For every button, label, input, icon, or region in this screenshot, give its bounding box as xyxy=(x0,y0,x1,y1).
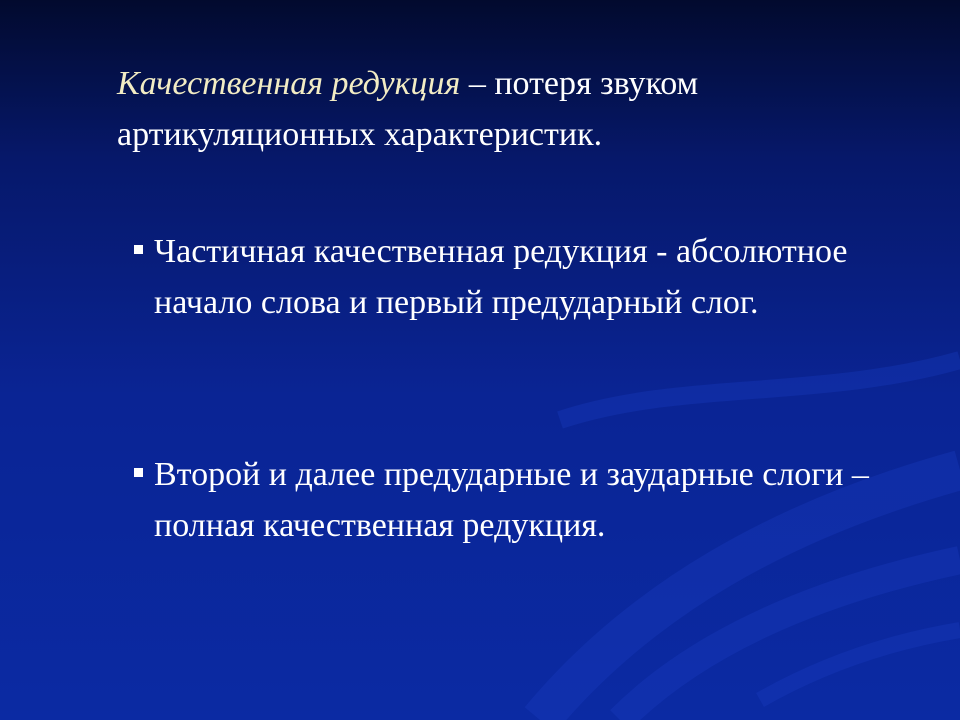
bullet-text: Частичная качественная редукция - абсолютное начало слова и первый предударный слог. xyxy=(154,233,848,321)
definition-text: – потеря звуком артикуляционных характеристик. xyxy=(117,65,699,153)
bullet-text: Второй и далее предударные и заударные слоги – полная качественная редукция. xyxy=(154,456,869,544)
square-bullet-icon xyxy=(134,468,143,477)
definition-paragraph xyxy=(117,58,877,160)
bullet-item-full-reduction xyxy=(134,449,914,551)
square-bullet-icon xyxy=(134,245,143,254)
term-italic: Качественная редукция xyxy=(117,65,461,102)
bullet-item-partial-reduction xyxy=(134,226,914,328)
